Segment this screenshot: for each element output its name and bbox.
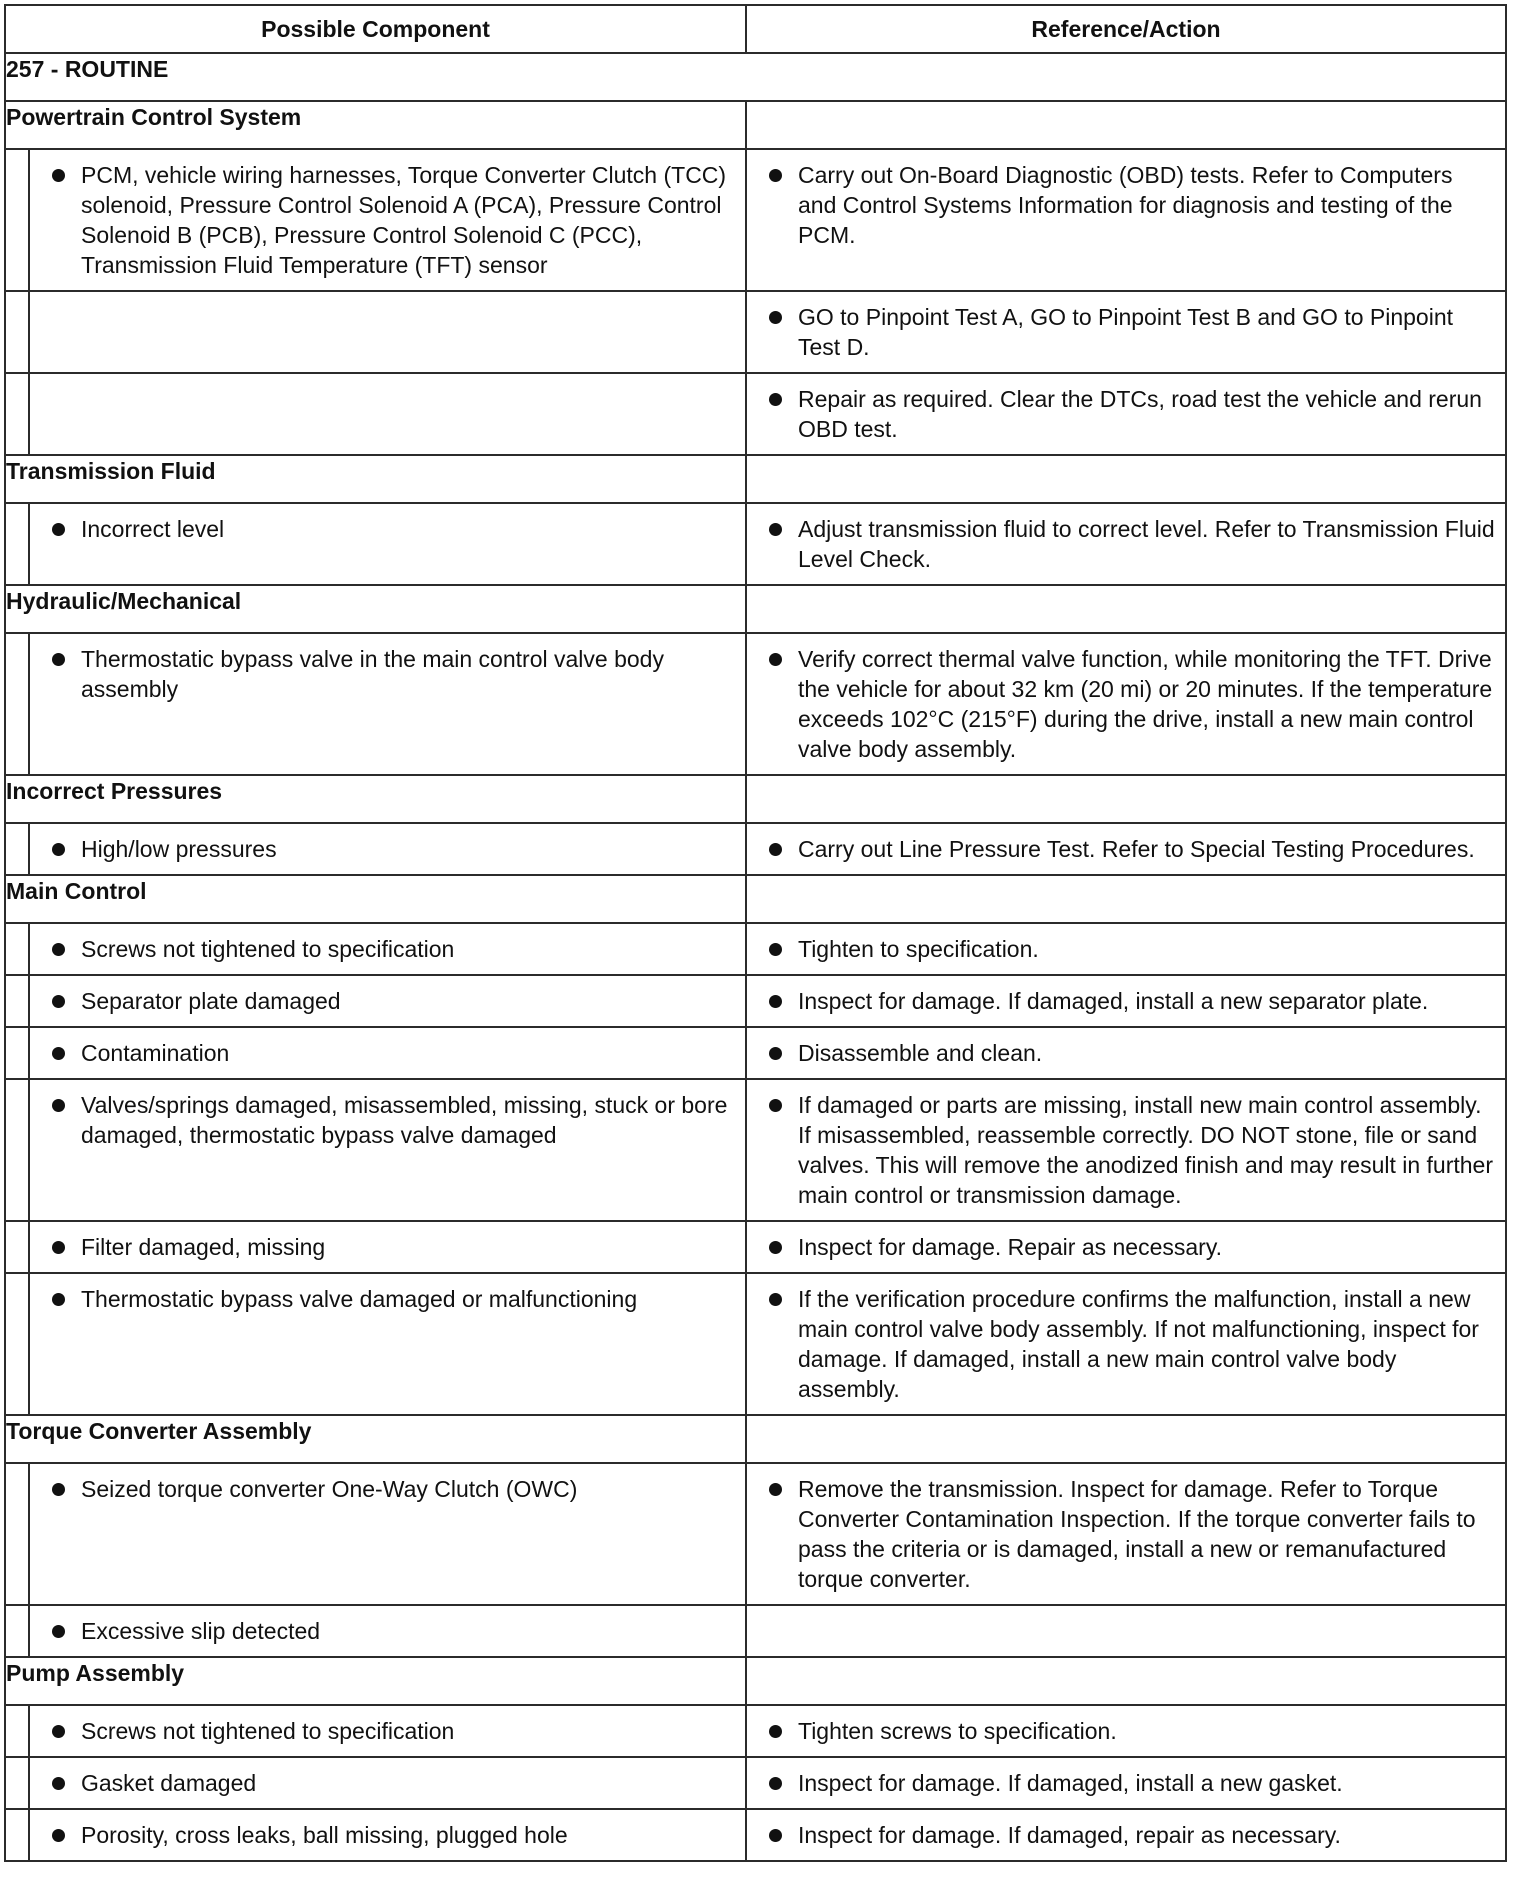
section-title: Incorrect Pressures (5, 775, 746, 823)
section-row (5, 1657, 1506, 1705)
bullet-item (30, 1080, 745, 1160)
action-cell (746, 1221, 1506, 1273)
table-row (5, 1221, 1506, 1273)
bullet-item (30, 1274, 745, 1324)
bullet-dot-icon (769, 943, 782, 956)
table-row (5, 1273, 1506, 1415)
component-text: PCM, vehicle wiring harnesses, Torque Converter Clutch (TCC) solenoid, Pressure Control Solenoid A (PCA), Pressure Control Solenoid B (PCB), Pressure Control Solenoid C (PCC), Transmission Fluid Temperature (TFT) sensor (81, 162, 727, 278)
bullet-dot-icon (769, 1099, 782, 1112)
indent-cell (5, 1221, 29, 1273)
routine-label: 257 - ROUTINE (5, 53, 1506, 101)
table-row (5, 923, 1506, 975)
component-text: Valves/springs damaged, misassembled, missing, stuck or bore damaged, thermostatic bypass valve damaged (81, 1092, 728, 1148)
component-cell (29, 503, 746, 585)
action-cell (746, 1757, 1506, 1809)
indent-cell (5, 633, 29, 775)
bullet-dot-icon (52, 523, 65, 536)
bullet-item (30, 1758, 745, 1808)
bullet-item (747, 1028, 1505, 1078)
diagnostic-table (4, 4, 1507, 1862)
table-row (5, 373, 1506, 455)
bullet-dot-icon (769, 1241, 782, 1254)
bullet-item (747, 634, 1505, 774)
bullet-item (30, 824, 745, 874)
bullet-item (747, 374, 1505, 454)
bullet-item (747, 1758, 1505, 1808)
bullet-item (747, 924, 1505, 974)
table-row (5, 1027, 1506, 1079)
bullet-dot-icon (52, 1725, 65, 1738)
bullet-item (747, 1464, 1505, 1604)
indent-cell (5, 1027, 29, 1079)
bullet-dot-icon (769, 1047, 782, 1060)
action-text: Inspect for damage. If damaged, install a new separator plate. (798, 988, 1429, 1014)
table-row (5, 503, 1506, 585)
section-title: Main Control (5, 875, 746, 923)
section-row (5, 775, 1506, 823)
component-cell (29, 1605, 746, 1657)
section-row (5, 455, 1506, 503)
bullet-dot-icon (52, 943, 65, 956)
indent-cell (5, 1273, 29, 1415)
action-text: Verify correct thermal valve function, while monitoring the TFT. Drive the vehicle for about 32 km (20 mi) or 20 minutes. If the temperature exceeds 102°C (215°F) during the drive, install a new main control valve body assembly. (798, 646, 1493, 762)
component-cell (29, 975, 746, 1027)
bullet-dot-icon (769, 169, 782, 182)
table-row (5, 975, 1506, 1027)
table-row (5, 291, 1506, 373)
section-row (5, 1415, 1506, 1463)
bullet-dot-icon (52, 995, 65, 1008)
bullet-item (747, 1706, 1505, 1756)
bullet-dot-icon (52, 1777, 65, 1790)
action-text: Inspect for damage. If damaged, install a new gasket. (798, 1770, 1343, 1796)
bullet-item (30, 976, 745, 1026)
component-text: Screws not tightened to specification (81, 936, 455, 962)
component-text: Gasket damaged (81, 1770, 257, 1796)
bullet-dot-icon (52, 1625, 65, 1638)
indent-cell (5, 975, 29, 1027)
table-row (5, 1705, 1506, 1757)
section-title: Torque Converter Assembly (5, 1415, 746, 1463)
bullet-dot-icon (769, 1483, 782, 1496)
table-row (5, 149, 1506, 291)
bullet-item (30, 1706, 745, 1756)
bullet-dot-icon (52, 1099, 65, 1112)
component-text: Contamination (81, 1040, 230, 1066)
component-text: Separator plate damaged (81, 988, 341, 1014)
bullet-item (747, 292, 1505, 372)
section-action-blank (746, 585, 1506, 633)
component-cell (29, 1705, 746, 1757)
indent-cell (5, 1463, 29, 1605)
section-action-blank (746, 875, 1506, 923)
bullet-item (30, 1810, 745, 1860)
routine-row (5, 53, 1506, 101)
indent-cell (5, 373, 29, 455)
component-cell (29, 1079, 746, 1221)
section-action-blank (746, 775, 1506, 823)
bullet-dot-icon (769, 393, 782, 406)
action-text: Repair as required. Clear the DTCs, road test the vehicle and rerun OBD test. (798, 386, 1482, 442)
bullet-dot-icon (769, 1829, 782, 1842)
action-cell (746, 633, 1506, 775)
table-row (5, 1809, 1506, 1861)
action-text: Tighten to specification. (798, 936, 1039, 962)
bullet-item (30, 150, 745, 290)
bullet-dot-icon (769, 1725, 782, 1738)
section-action-blank (746, 1657, 1506, 1705)
action-cell (746, 975, 1506, 1027)
header-row (5, 5, 1506, 53)
component-cell (29, 1757, 746, 1809)
component-text: Incorrect level (81, 516, 225, 542)
action-text: If the verification procedure confirms the malfunction, install a new main control valve body assembly. If not malfunctioning, inspect for damage. If damaged, install a new main control valve body assembly. (798, 1286, 1479, 1402)
component-cell (29, 149, 746, 291)
component-text: Thermostatic bypass valve in the main control valve body assembly (81, 646, 664, 702)
bullet-item (747, 1810, 1505, 1860)
indent-cell (5, 291, 29, 373)
component-cell (29, 291, 746, 373)
component-cell (29, 1221, 746, 1273)
action-text: Disassemble and clean. (798, 1040, 1043, 1066)
section-row (5, 101, 1506, 149)
bullet-item (30, 504, 745, 554)
action-cell (746, 1605, 1506, 1657)
indent-cell (5, 1757, 29, 1809)
action-cell (746, 1705, 1506, 1757)
table-row (5, 633, 1506, 775)
bullet-item (30, 1464, 745, 1514)
bullet-dot-icon (52, 1483, 65, 1496)
section-title: Powertrain Control System (5, 101, 746, 149)
component-cell (29, 1809, 746, 1861)
indent-cell (5, 923, 29, 975)
table-body (5, 53, 1506, 1861)
bullet-item (747, 976, 1505, 1026)
action-text: Carry out On-Board Diagnostic (OBD) tests. Refer to Computers and Control Systems Information for diagnosis and testing of the PCM. (798, 162, 1453, 248)
action-cell (746, 1027, 1506, 1079)
bullet-dot-icon (769, 995, 782, 1008)
action-text: Inspect for damage. Repair as necessary. (798, 1234, 1223, 1260)
component-text: Excessive slip detected (81, 1618, 321, 1644)
table-row (5, 823, 1506, 875)
bullet-item (30, 1222, 745, 1272)
action-cell (746, 923, 1506, 975)
component-cell (29, 923, 746, 975)
action-cell (746, 1809, 1506, 1861)
action-cell (746, 503, 1506, 585)
bullet-dot-icon (52, 1241, 65, 1254)
action-cell (746, 1273, 1506, 1415)
bullet-dot-icon (52, 1829, 65, 1842)
section-row (5, 585, 1506, 633)
section-title: Transmission Fluid (5, 455, 746, 503)
bullet-dot-icon (769, 653, 782, 666)
table-row (5, 1757, 1506, 1809)
component-cell (29, 823, 746, 875)
bullet-item (747, 504, 1505, 584)
component-text: Thermostatic bypass valve damaged or malfunctioning (81, 1286, 638, 1312)
component-cell (29, 1273, 746, 1415)
indent-cell (5, 149, 29, 291)
component-text: High/low pressures (81, 836, 277, 862)
bullet-dot-icon (52, 169, 65, 182)
section-action-blank (746, 1415, 1506, 1463)
indent-cell (5, 1079, 29, 1221)
bullet-dot-icon (52, 1293, 65, 1306)
table-row (5, 1079, 1506, 1221)
component-cell (29, 1027, 746, 1079)
indent-cell (5, 823, 29, 875)
action-text: GO to Pinpoint Test A, GO to Pinpoint Test B and GO to Pinpoint Test D. (798, 304, 1454, 360)
action-cell (746, 291, 1506, 373)
section-row (5, 875, 1506, 923)
bullet-item (30, 1606, 745, 1656)
bullet-item (30, 634, 745, 714)
bullet-item (30, 1028, 745, 1078)
bullet-dot-icon (769, 311, 782, 324)
bullet-dot-icon (769, 1293, 782, 1306)
bullet-dot-icon (52, 843, 65, 856)
component-cell (29, 1463, 746, 1605)
section-title: Hydraulic/Mechanical (5, 585, 746, 633)
table-row (5, 1605, 1506, 1657)
component-cell (29, 633, 746, 775)
section-action-blank (746, 455, 1506, 503)
action-text: Carry out Line Pressure Test. Refer to Special Testing Procedures. (798, 836, 1475, 862)
action-cell (746, 149, 1506, 291)
bullet-dot-icon (769, 523, 782, 536)
bullet-dot-icon (769, 1777, 782, 1790)
section-title: Pump Assembly (5, 1657, 746, 1705)
bullet-dot-icon (769, 843, 782, 856)
bullet-dot-icon (52, 653, 65, 666)
component-text: Filter damaged, missing (81, 1234, 326, 1260)
action-text: Adjust transmission fluid to correct level. Refer to Transmission Fluid Level Check. (798, 516, 1495, 572)
action-text: If damaged or parts are missing, install new main control assembly. If misassembled, reassemble correctly. DO NOT stone, file or sand valves. This will remove the anodized finish and may result in further main control or transmission damage. (798, 1092, 1494, 1208)
indent-cell (5, 1705, 29, 1757)
bullet-item (747, 150, 1505, 260)
table-row (5, 1463, 1506, 1605)
header-reference-action: Reference/Action (746, 5, 1506, 53)
section-action-blank (746, 101, 1506, 149)
action-cell (746, 1079, 1506, 1221)
action-text: Tighten screws to specification. (798, 1718, 1117, 1744)
header-possible-component: Possible Component (5, 5, 746, 53)
bullet-item (30, 924, 745, 974)
bullet-dot-icon (52, 1047, 65, 1060)
bullet-item (747, 1274, 1505, 1414)
action-text: Remove the transmission. Inspect for damage. Refer to Torque Converter Contamination Inspection. If the torque converter fails to pass the criteria or is damaged, install a new or remanufactured torque converter. (798, 1476, 1476, 1592)
component-text: Porosity, cross leaks, ball missing, plugged hole (81, 1822, 568, 1848)
action-cell (746, 823, 1506, 875)
bullet-item (747, 1222, 1505, 1272)
bullet-item (747, 824, 1505, 874)
action-cell (746, 373, 1506, 455)
action-text: Inspect for damage. If damaged, repair as necessary. (798, 1822, 1341, 1848)
indent-cell (5, 1605, 29, 1657)
component-text: Screws not tightened to specification (81, 1718, 455, 1744)
indent-cell (5, 503, 29, 585)
indent-cell (5, 1809, 29, 1861)
bullet-item (747, 1080, 1505, 1220)
component-text: Seized torque converter One-Way Clutch (OWC) (81, 1476, 578, 1502)
component-cell (29, 373, 746, 455)
action-cell (746, 1463, 1506, 1605)
